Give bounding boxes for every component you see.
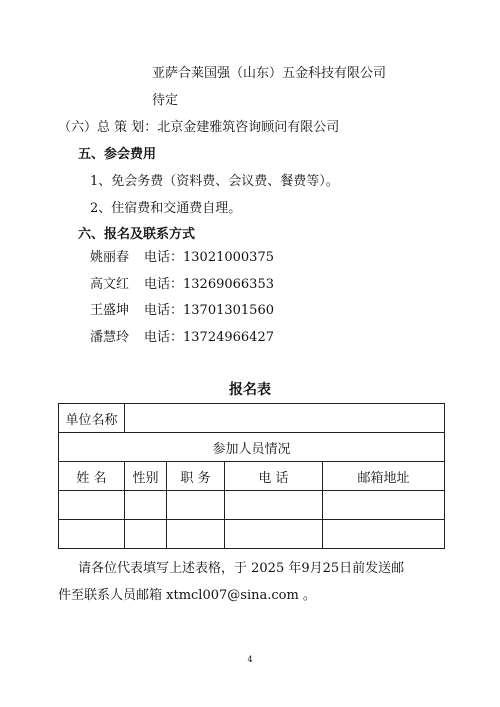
page-number: 4: [247, 655, 253, 664]
contact-name: 高文红: [90, 277, 130, 292]
position-cell[interactable]: [167, 491, 225, 520]
unit-row: [59, 404, 445, 433]
form-title: 报名表: [229, 382, 271, 398]
table-row: [59, 520, 445, 549]
unit-field[interactable]: [125, 404, 445, 433]
header-row: [59, 462, 445, 491]
phone-cell[interactable]: [225, 520, 323, 549]
gender-cell[interactable]: [125, 520, 167, 549]
participants-label: 参加人员情况: [59, 433, 445, 462]
header-email: 邮箱地址: [323, 462, 445, 491]
gender-cell[interactable]: [125, 491, 167, 520]
table-row: [59, 491, 445, 520]
note-line-2: 件至联系人员邮箱 xtmcl007@sina.com 。: [58, 588, 316, 603]
header-position: 职 务: [167, 462, 225, 491]
header-phone: 电 话: [225, 462, 323, 491]
header-name: 姓 名: [59, 462, 125, 491]
name-cell[interactable]: [59, 491, 125, 520]
note-line-1: 请各位代表填写上述表格，于 2025 年9月25日前发送邮: [78, 561, 405, 576]
phone-cell[interactable]: [225, 491, 323, 520]
participants-row: [59, 433, 445, 462]
fee-item-1: 1、免会务费（资料费、会议费、餐费等）。: [90, 174, 339, 189]
contact-name: 王盛坤: [90, 303, 130, 318]
unit-label: 单位名称: [59, 404, 125, 433]
header-gender: 性别: [125, 462, 167, 491]
contact-phone: 电话：13269066353: [144, 277, 274, 292]
section-fees-heading: 五、参会费用: [78, 147, 157, 162]
email-cell[interactable]: [323, 491, 445, 520]
fee-item-2: 2、住宿费和交通费自理。: [90, 201, 242, 216]
contact-name: 姚丽春: [90, 250, 130, 265]
contact-name: 潘慧玲: [90, 330, 130, 345]
registration-form-table: [58, 403, 445, 549]
contact-phone: 电话：13021000375: [144, 250, 274, 265]
email-cell[interactable]: [323, 520, 445, 549]
position-cell[interactable]: [167, 520, 225, 549]
tbd-line: 待定: [152, 93, 179, 108]
org-name-line: 亚萨合莱国强（山东）五金科技有限公司: [152, 66, 387, 81]
planner-line: （六）总 策 划：北京金建雅筑咨询顾问有限公司: [58, 120, 340, 135]
contact-phone: 电话：13724966427: [144, 330, 274, 345]
section-registration-heading: 六、报名及联系方式: [78, 227, 196, 242]
name-cell[interactable]: [59, 520, 125, 549]
contact-phone: 电话：13701301560: [144, 303, 274, 318]
